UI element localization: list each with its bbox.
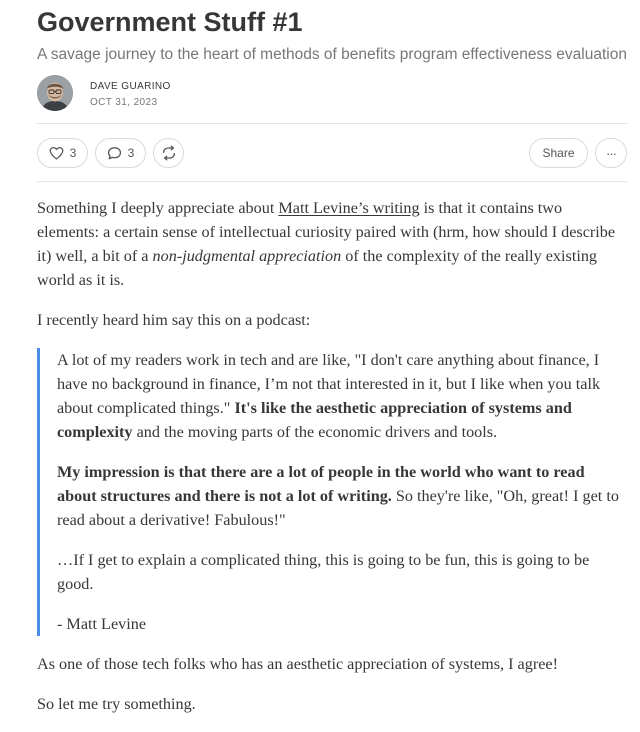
comment-count: 3 [127, 146, 135, 160]
author-name[interactable]: DAVE GUARINO [90, 81, 171, 92]
text-run: So they're like, "Oh, great! I get to read about a derivative! Fabulous!" [57, 487, 619, 529]
paragraph-podcast: I recently heard him say this on a podcast: [37, 311, 311, 329]
post-title: Government Stuff #1 [37, 7, 303, 37]
emphasis-text: non-judgmental appreciation [152, 247, 342, 265]
restack-button[interactable] [153, 138, 184, 168]
comment-bubble-icon [107, 146, 122, 160]
bold-text: My impression is that there are a lot of people in the world who want to read about structures and there is not a lot of writing. [57, 463, 585, 505]
more-options-icon: ··· [606, 145, 616, 161]
quote-attribution: - Matt Levine [57, 615, 146, 633]
like-button[interactable] [37, 138, 88, 168]
comment-button[interactable] [95, 138, 146, 168]
restack-icon [161, 145, 177, 161]
matt-levine-writing-link[interactable]: Matt Levine’s writing [278, 199, 420, 217]
text-run: and the moving parts of the economic drivers and tools. [132, 423, 498, 441]
quote-paragraph-2 [57, 460, 627, 532]
divider-bottom [37, 181, 627, 182]
post-subtitle: A savage journey to the heart of methods of benefits program effectiveness evaluation [37, 46, 627, 63]
quote-paragraph-1 [57, 348, 627, 444]
text-run: A lot of my readers work in tech and are like, "I don't care anything about finance, I have no background in finance, I’m not that interested in it, but I like when you talk about complicated things." [57, 351, 601, 417]
share-label: Share [542, 146, 575, 160]
text-run: Something I deeply appreciate about [37, 199, 279, 217]
heart-icon [49, 146, 64, 160]
paragraph-intro [37, 196, 627, 292]
text-run: of the complexity of the really existing world as it is. [37, 247, 598, 289]
bold-text: It's like the aesthetic appreciation of systems and complexity [57, 399, 572, 441]
author-avatar[interactable] [37, 75, 73, 111]
share-button[interactable] [529, 138, 588, 168]
avatar-portrait-icon [37, 75, 73, 111]
paragraph-agree: As one of those tech folks who has an aesthetic appreciation of systems, I agree! [37, 655, 558, 673]
like-count: 3 [69, 146, 77, 160]
pull-quote [37, 348, 627, 636]
more-options-button[interactable] [595, 138, 627, 168]
paragraph-try: So let me try something. [37, 695, 196, 713]
quote-paragraph-3: …If I get to explain a complicated thing, this is going to be fun, this is going to be good. [57, 551, 590, 593]
text-run: is that it contains two elements: a certain sense of intellectual curiosity paired with (hrm, how should I describe it) well, a bit of a [37, 199, 616, 265]
post-date: OCT 31, 2023 [90, 97, 158, 108]
post-body [37, 196, 627, 732]
divider-top [37, 123, 627, 124]
